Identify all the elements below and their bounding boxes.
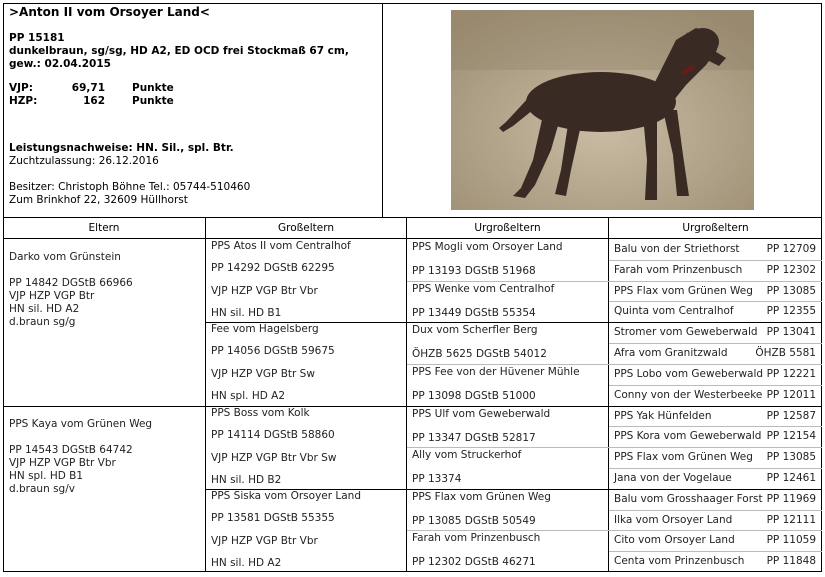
header-urgrosseltern-2: Urgroßeltern	[682, 222, 749, 234]
urgrosseltern-reg: PP 13347 DGStB 52817	[412, 431, 536, 444]
dog-title: >Anton II vom Orsoyer Land<	[9, 5, 210, 19]
vjp-label: VJP:	[9, 82, 33, 94]
col-divider-2	[406, 218, 407, 572]
dog-reg: PP 15181	[9, 32, 65, 44]
header-divider	[3, 238, 822, 239]
ururgrosseltern-name: Quinta vom Centralhof	[614, 305, 734, 318]
eltern-hd: HN sil. HD A2	[9, 303, 80, 315]
ururgrosseltern-name: Farah vom Prinzenbusch	[614, 263, 743, 276]
ururgrosseltern-name: PPS Lobo vom Geweberwald	[614, 367, 764, 380]
col-divider-3	[608, 218, 609, 572]
ururgrosseltern-name: Stromer vom Geweberwald	[614, 326, 758, 339]
adresse: Zum Brinkhof 22, 32609 Hüllhorst	[9, 194, 188, 206]
ururgrosseltern-name: PPS Yak Hünfelden	[614, 409, 712, 422]
ururgrosseltern-name: Conny von der Westerbeeke	[614, 388, 763, 401]
hzp-unit: Punkte	[132, 95, 174, 107]
vjp-value: 69,71	[71, 82, 105, 94]
ururgrosseltern-name: Ilka vom Orsoyer Land	[614, 513, 733, 526]
eltern-reg: PP 14543 DGStB 64742	[9, 443, 133, 456]
urgrosseltern-name: Ally vom Struckerhof	[412, 449, 522, 462]
ururgross-divider	[609, 426, 822, 427]
urgrosseltern-name: Dux vom Scherfler Berg	[412, 324, 538, 337]
grosseltern-pruefungen: VJP HZP VGP Btr Sw	[211, 368, 315, 381]
ururgrosseltern-reg: PP 13041	[766, 326, 816, 339]
eltern-farbe: d.braun sg/g	[9, 316, 76, 328]
ururgrosseltern-name: PPS Flax vom Grünen Weg	[614, 451, 753, 464]
grosseltern-reg: PP 14292 DGStB 62295	[211, 262, 335, 274]
ururgrosseltern-reg: PP 12221	[766, 367, 816, 380]
urgrosseltern-reg: PP 12302 DGStB 46271	[412, 556, 536, 569]
grosseltern-name: PPS Siska vom Orsoyer Land	[211, 489, 361, 502]
eltern-name: Darko vom Grünstein	[9, 251, 121, 263]
ururgrosseltern-reg: PP 12587	[766, 409, 816, 422]
ururgrosseltern-name: Centa vom Prinzenbusch	[614, 555, 745, 568]
urgrosseltern-reg: PP 13193 DGStB 51968	[412, 265, 536, 277]
zuchtzulassung: Zuchtzulassung: 26.12.2016	[9, 155, 159, 167]
dog-silhouette-icon	[451, 10, 754, 210]
dog-desc-1: dunkelbraun, sg/sg, HD A2, ED OCD frei Stockmaß 67 cm,	[9, 45, 349, 57]
ururgross-divider	[609, 510, 822, 511]
ururgrosseltern-reg: PP 11848	[766, 555, 816, 568]
ururgross-divider	[609, 385, 822, 386]
urgross-divider	[407, 530, 822, 531]
ururgrosseltern-reg: PP 11969	[766, 492, 816, 505]
col-divider-1	[205, 218, 206, 572]
header-urgrosseltern: Urgroßeltern	[474, 222, 541, 234]
ururgrosseltern-reg: ÖHZB 5581	[755, 347, 816, 360]
ururgross-divider	[609, 468, 822, 469]
grosseltern-reg: PP 14056 DGStB 59675	[211, 345, 335, 358]
dog-photo	[451, 10, 754, 210]
urgross-divider	[407, 447, 822, 448]
grosseltern-pruefungen: VJP HZP VGP Btr Vbr	[211, 285, 318, 297]
eltern-divider	[3, 406, 822, 407]
besitzer: Besitzer: Christoph Böhne Tel.: 05744-510460	[9, 181, 251, 193]
ururgrosseltern-reg: PP 13085	[766, 284, 816, 297]
ururgrosseltern-reg: PP 13085	[766, 451, 816, 464]
grosseltern-hd: HN sil. HD B1	[211, 307, 282, 319]
eltern-reg: PP 14842 DGStB 66966	[9, 277, 133, 289]
ururgrosseltern-reg: PP 12709	[766, 243, 816, 255]
hzp-label: HZP:	[9, 95, 38, 107]
eltern-hd: HN spl. HD B1	[9, 469, 84, 482]
ururgross-divider	[609, 301, 822, 302]
ururgrosseltern-reg: PP 12011	[766, 388, 816, 401]
urgrosseltern-reg: PP 13098 DGStB 51000	[412, 389, 536, 402]
grosseltern-name: PPS Atos II vom Centralhof	[211, 240, 351, 252]
grosseltern-hd: HN spl. HD A2	[211, 390, 285, 403]
ururgrosseltern-name: Balu von der Striethorst	[614, 243, 740, 255]
grosseltern-name: PPS Boss vom Kolk	[211, 406, 310, 419]
urgrosseltern-name: PPS Flax vom Grünen Weg	[412, 490, 551, 503]
grosseltern-hd: HN sil. HD A2	[211, 556, 282, 569]
ururgross-divider	[609, 551, 822, 552]
hzp-value: 162	[83, 95, 105, 107]
grosseltern-hd: HN sil. HD B2	[211, 473, 282, 486]
grosseltern-pruefungen: VJP HZP VGP Btr Vbr	[211, 534, 318, 547]
ururgrosseltern-name: Balu vom Grosshaager Forst	[614, 492, 763, 505]
urgrosseltern-name: PPS Ulf vom Geweberwald	[412, 407, 551, 420]
ururgrosseltern-reg: PP 12461	[766, 471, 816, 484]
eltern-pruefungen: VJP HZP VGP Btr Vbr	[9, 456, 116, 469]
ururgrosseltern-name: Cito vom Orsoyer Land	[614, 534, 735, 547]
dog-desc-2: gew.: 02.04.2015	[9, 58, 111, 70]
ururgrosseltern-reg: PP 12154	[766, 430, 816, 443]
ururgrosseltern-name: Afra vom Granitzwald	[614, 347, 728, 360]
grosseltern-pruefungen: VJP HZP VGP Btr Vbr Sw	[211, 451, 337, 464]
info-divider	[382, 3, 383, 218]
urgrosseltern-name: PPS Mogli vom Orsoyer Land	[412, 241, 563, 253]
urgrosseltern-name: PPS Wenke vom Centralhof	[412, 282, 555, 295]
ururgrosseltern-name: PPS Flax vom Grünen Weg	[614, 284, 753, 297]
ururgross-divider	[609, 343, 822, 344]
eltern-pruefungen: VJP HZP VGP Btr	[9, 290, 95, 302]
urgrosseltern-name: Farah vom Prinzenbusch	[412, 532, 541, 545]
urgrosseltern-reg: ÖHZB 5625 DGStB 54012	[412, 348, 547, 361]
ururgrosseltern-reg: PP 11059	[766, 534, 816, 547]
ururgross-divider	[609, 260, 822, 261]
urgross-divider	[407, 364, 822, 365]
ururgrosseltern-name: PPS Kora vom Geweberwald	[614, 430, 762, 443]
header-grosseltern: Großeltern	[277, 222, 334, 234]
vjp-unit: Punkte	[132, 82, 174, 94]
grosseltern-reg: PP 13581 DGStB 55355	[211, 511, 335, 524]
ururgrosseltern-reg: PP 12302	[766, 263, 816, 276]
eltern-farbe: d.braun sg/v	[9, 482, 75, 495]
ururgrosseltern-reg: PP 12355	[766, 305, 816, 318]
eltern-name: PPS Kaya vom Grünen Weg	[9, 417, 153, 430]
header-eltern: Eltern	[88, 222, 120, 234]
ururgrosseltern-name: Jana von der Vogelaue	[614, 471, 732, 484]
urgrosseltern-reg: PP 13085 DGStB 50549	[412, 514, 536, 527]
ururgrosseltern-reg: PP 12111	[766, 513, 816, 526]
urgross-divider	[407, 281, 822, 282]
leistungsnachweise: Leistungsnachweise: HN. Sil., spl. Btr.	[9, 142, 234, 154]
grosseltern-reg: PP 14114 DGStB 58860	[211, 428, 335, 441]
grosseltern-name: Fee vom Hagelsberg	[211, 323, 319, 336]
urgrosseltern-name: PPS Fee von der Hüvener Mühle	[412, 365, 580, 378]
urgrosseltern-reg: PP 13374	[412, 473, 462, 486]
urgrosseltern-reg: PP 13449 DGStB 55354	[412, 306, 536, 319]
